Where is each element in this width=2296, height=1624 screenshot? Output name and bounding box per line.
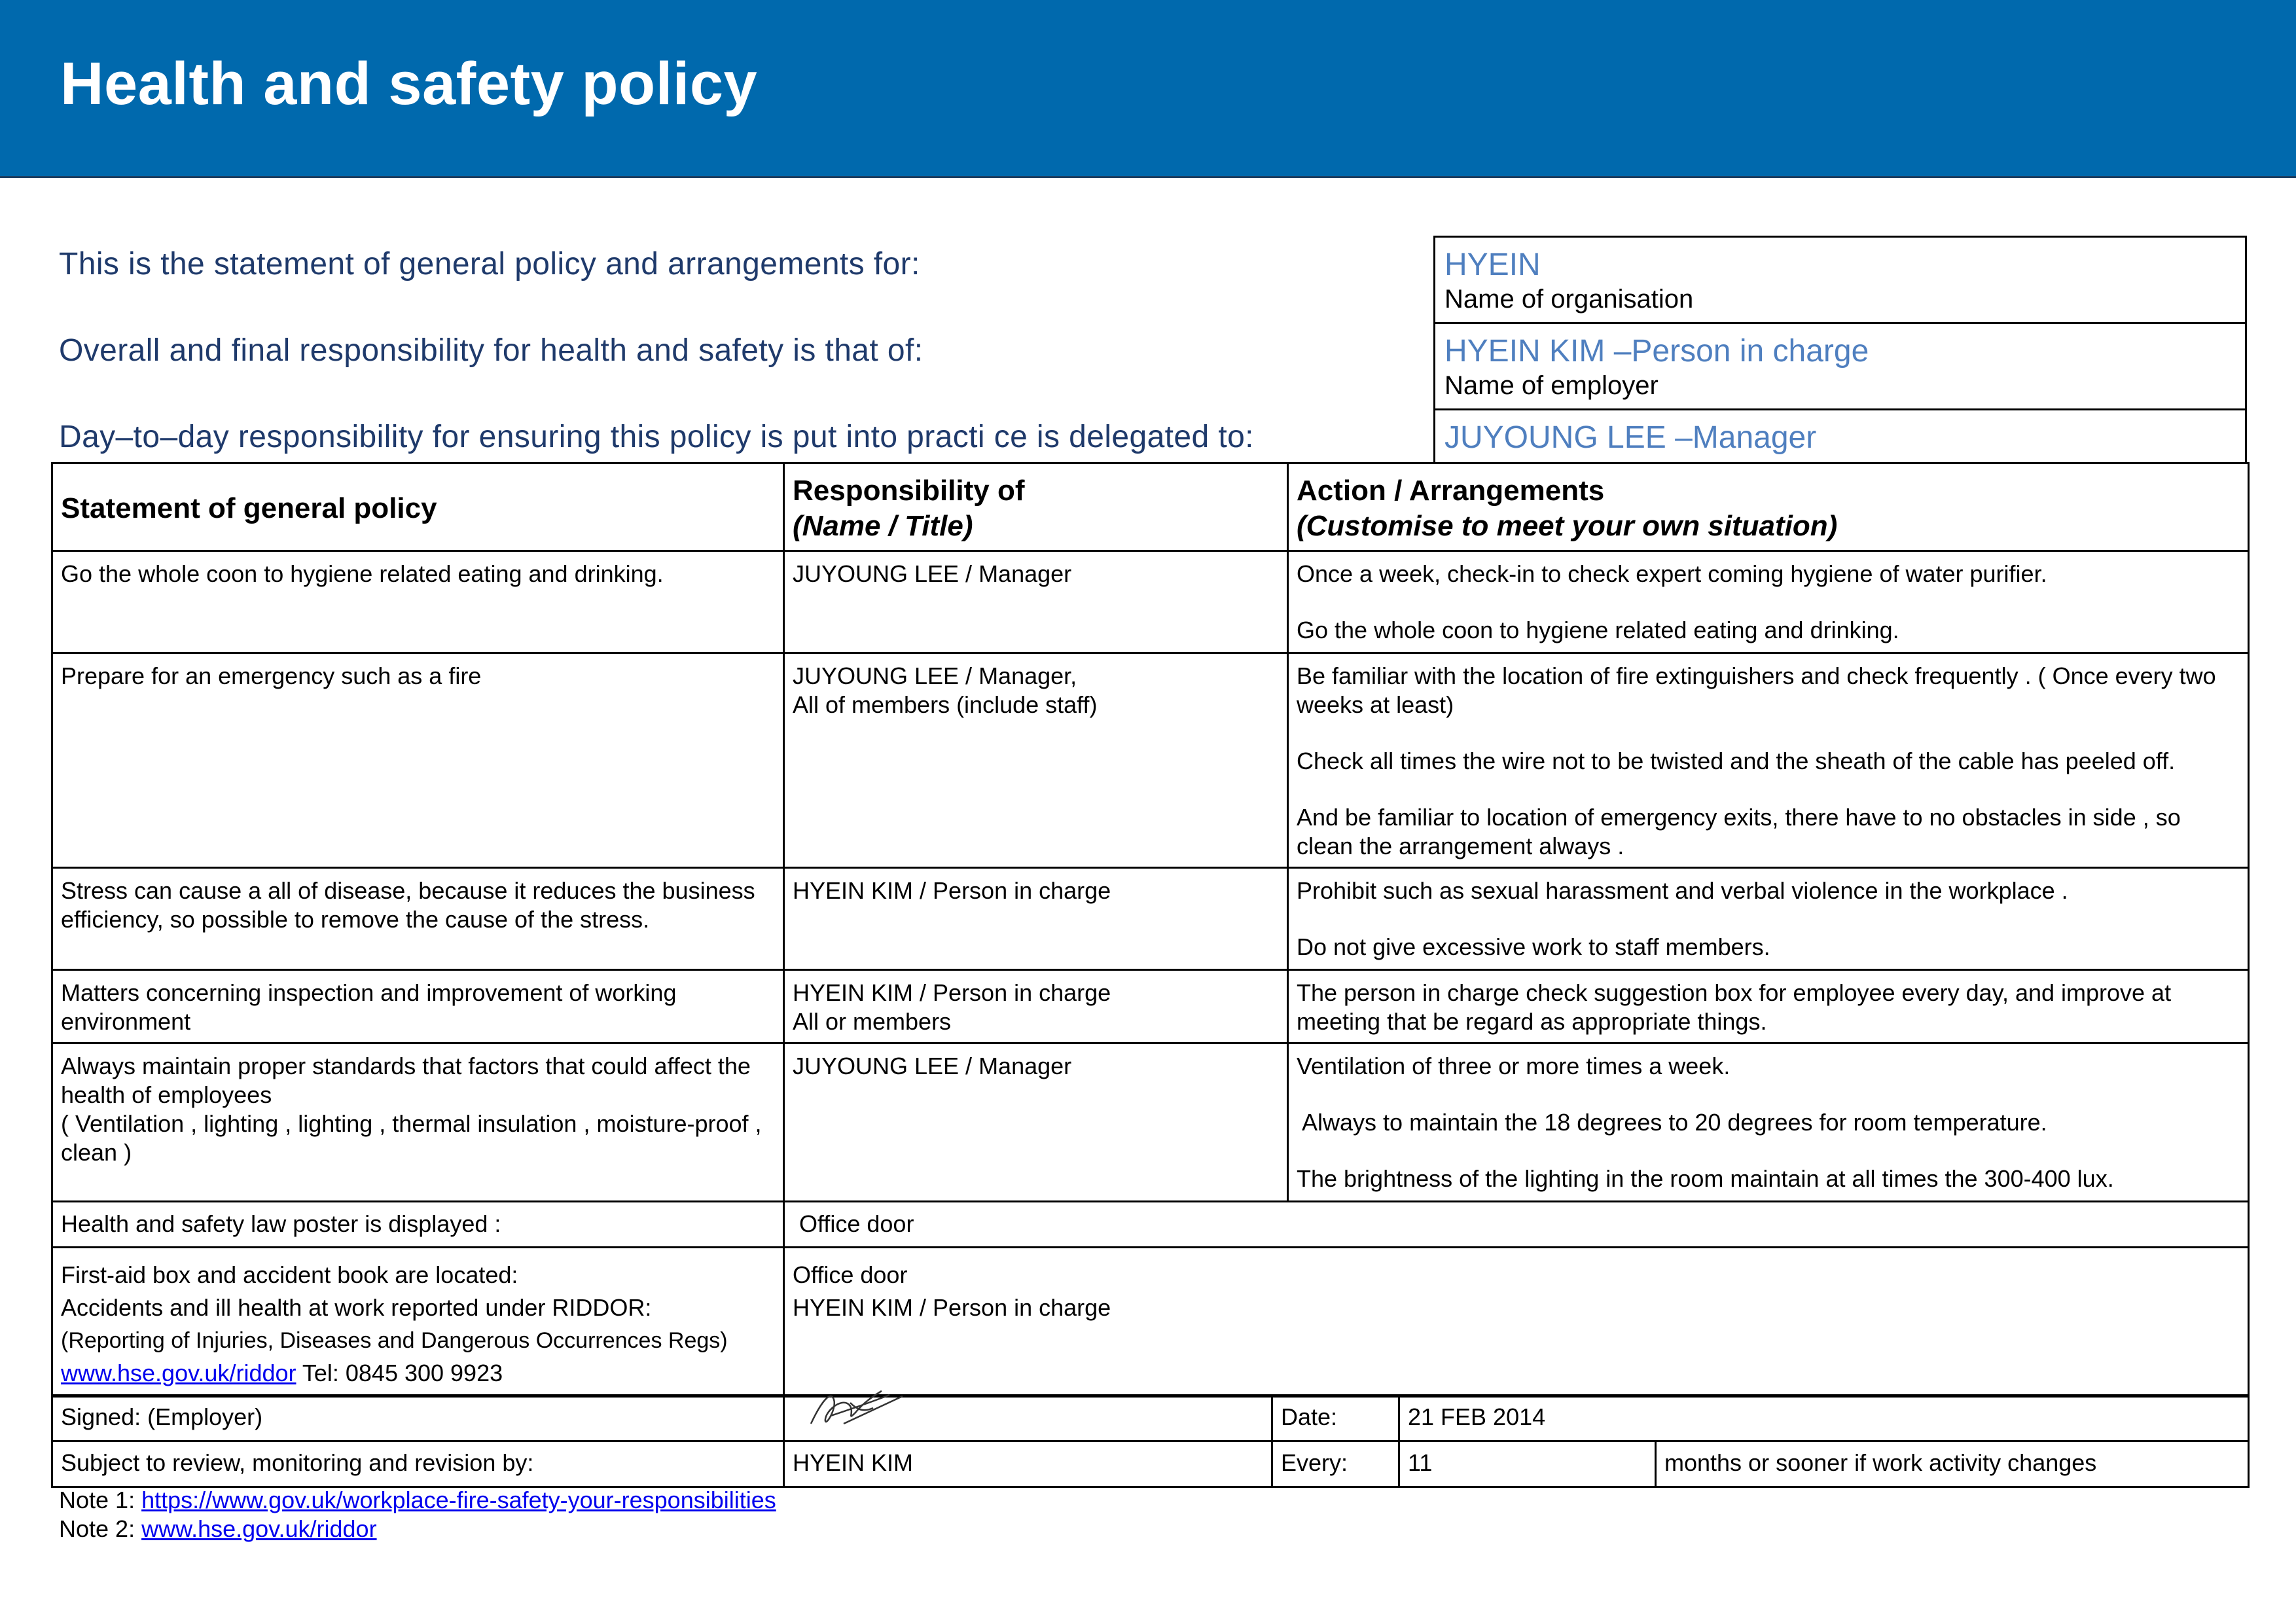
note-1-link[interactable]: https://www.gov.uk/workplace-fire-safety-your-responsibilities — [141, 1487, 776, 1513]
notes-section — [59, 1486, 776, 1543]
note-1-label: Note 1: — [59, 1487, 142, 1513]
poster-row — [52, 1202, 2249, 1248]
responsibility-line: JUYOUNG LEE / Manager — [793, 560, 1072, 587]
action-cell — [1288, 551, 2249, 653]
info-box — [1433, 236, 2247, 464]
every-suffix: months or sooner if work activity changes — [1656, 1441, 2249, 1487]
responsibility-cell — [784, 551, 1288, 653]
action-paragraph: Prohibit such as sexual harassment and verbal violence in the workplace . — [1297, 877, 2068, 904]
header-responsibility-title: Responsibility of — [793, 474, 1025, 507]
action-paragraph: Be familiar with the location of fire extinguishers and check frequently . ( Once every two weeks at least) — [1297, 662, 2216, 718]
responsibility-cell — [784, 1043, 1288, 1202]
responsibility-line: JUYOUNG LEE / Manager, — [793, 662, 1077, 689]
riddor-link[interactable]: www.hse.gov.uk/riddor — [61, 1360, 296, 1386]
action-paragraph: Do not give excessive work to staff members. — [1297, 933, 1770, 960]
firstaid-value-cell — [784, 1248, 2249, 1397]
responsibility-line: All or members — [793, 1008, 952, 1035]
responsibility-cell — [784, 868, 1288, 970]
table-header-row — [52, 463, 2249, 551]
firstaid-location-value: Office door — [793, 1261, 908, 1288]
employer-name-label: Name of employer — [1444, 371, 1659, 400]
signature-image — [785, 1383, 1273, 1429]
organisation-name-value[interactable]: HYEIN — [1444, 247, 1541, 282]
responsibility-line: All of members (include staff) — [793, 691, 1098, 718]
organisation-cell — [1435, 238, 2245, 324]
action-paragraph: Go the whole coon to hygiene related eating and drinking. — [1297, 617, 1899, 643]
action-paragraph: Check all times the wire not to be twisted and the sheath of the cable has peeled off. — [1297, 748, 2176, 774]
note-2-label: Note 2: — [59, 1515, 142, 1542]
action-paragraph: And be familiar to location of emergency exits, there have to no obstacles in side , so clean the arrangement always . — [1297, 804, 2181, 859]
signed-label: Signed: (Employer) — [52, 1396, 784, 1441]
signed-row — [52, 1396, 2249, 1441]
firstaid-label-cell — [52, 1248, 784, 1397]
action-cell — [1288, 970, 2249, 1043]
poster-location-value: Office door — [784, 1202, 2249, 1248]
table-row — [52, 1043, 2249, 1202]
statement-cell: Go the whole coon to hygiene related eating and drinking. — [52, 551, 784, 653]
firstaid-label: First-aid box and accident book are located: — [61, 1261, 518, 1288]
employer-cell — [1435, 324, 2245, 410]
header-action-subtitle: (Customise to meet your own situation) — [1297, 509, 1838, 542]
review-label: Subject to review, monitoring and revision by: — [52, 1441, 784, 1487]
action-paragraph: Once a week, check-in to check expert coming hygiene of water purifier. — [1297, 560, 2047, 587]
note-2 — [59, 1515, 776, 1543]
intro-delegate-text: Day–to–day responsibility for ensuring this policy is put into practi ce is delegated to: — [59, 420, 1254, 454]
every-label: Every: — [1272, 1441, 1399, 1487]
action-cell — [1288, 653, 2249, 868]
note-2-link[interactable]: www.hse.gov.uk/riddor — [141, 1515, 377, 1542]
statement-cell — [52, 1043, 784, 1202]
header-action-title: Action / Arrangements — [1297, 474, 1605, 507]
table-row — [52, 653, 2249, 868]
statement-cell: Prepare for an emergency such as a fire — [52, 653, 784, 868]
statement-text: Always maintain proper standards that factors that could affect the health of employees — [61, 1053, 751, 1108]
intro-employer-text: Overall and final responsibility for health and safety is that of: — [59, 333, 924, 368]
poster-label: Health and safety law poster is displayed : — [52, 1202, 784, 1248]
delegate-name-value[interactable]: JUYOUNG LEE –Manager — [1444, 420, 1817, 455]
action-paragraph: The brightness of the lighting in the room maintain at all times the 300-400 lux. — [1297, 1165, 2114, 1192]
employer-name-value[interactable]: HYEIN KIM –Person in charge — [1444, 334, 1869, 369]
statement-cell: Matters concerning inspection and improvement of working environment — [52, 970, 784, 1043]
action-paragraph: Ventilation of three or more times a week. — [1297, 1053, 1731, 1079]
riddor-label: Accidents and ill health at work reported under RIDDOR: — [61, 1294, 652, 1321]
responsibility-line: JUYOUNG LEE / Manager — [793, 1053, 1072, 1079]
signature-cell[interactable] — [784, 1396, 1272, 1441]
riddor-telephone: Tel: 0845 300 9923 — [296, 1360, 503, 1386]
policy-table — [51, 462, 2250, 1398]
riddor-person-value: HYEIN KIM / Person in charge — [793, 1294, 1111, 1321]
action-cell — [1288, 868, 2249, 970]
signature-table — [51, 1394, 2250, 1488]
every-value[interactable]: 11 — [1399, 1441, 1656, 1487]
action-paragraph: The person in charge check suggestion box for employee every day, and improve at meeting that be regard as appropriate things. — [1297, 979, 2172, 1035]
riddor-description: (Reporting of Injuries, Diseases and Dangerous Occurrences Regs) — [61, 1328, 728, 1353]
action-paragraph: Always to maintain the 18 degrees to 20 degrees for room temperature. — [1297, 1109, 2047, 1136]
header-responsibility — [784, 463, 1288, 551]
responsibility-cell — [784, 970, 1288, 1043]
statement-cell: Stress can cause a all of disease, because it reduces the business efficiency, so possible to remove the cause of the stress. — [52, 868, 784, 970]
date-value[interactable]: 21 FEB 2014 — [1399, 1396, 2249, 1441]
header-responsibility-subtitle: (Name / Title) — [793, 509, 973, 542]
note-1 — [59, 1486, 776, 1515]
page-title: Health and safety policy — [60, 50, 758, 117]
action-cell — [1288, 1043, 2249, 1202]
header-statement: Statement of general policy — [52, 463, 784, 551]
header-action — [1288, 463, 2249, 551]
responsibility-line: HYEIN KIM / Person in charge — [793, 877, 1111, 904]
header-banner — [0, 0, 2296, 178]
date-label: Date: — [1272, 1396, 1399, 1441]
responsibility-cell — [784, 653, 1288, 868]
table-row — [52, 551, 2249, 653]
firstaid-row — [52, 1248, 2249, 1397]
responsibility-line: HYEIN KIM / Person in charge — [793, 979, 1111, 1006]
review-value[interactable]: HYEIN KIM — [784, 1441, 1272, 1487]
table-row — [52, 970, 2249, 1043]
statement-extra-text: ( Ventilation , lighting , lighting , thermal insulation , moisture-proof , clean ) — [61, 1110, 762, 1166]
review-row — [52, 1441, 2249, 1487]
delegate-cell — [1435, 410, 2245, 464]
table-row — [52, 868, 2249, 970]
organisation-name-label: Name of organisation — [1444, 285, 1694, 314]
riddor-contact — [61, 1357, 775, 1390]
intro-organisation-text: This is the statement of general policy and arrangements for: — [59, 247, 920, 281]
